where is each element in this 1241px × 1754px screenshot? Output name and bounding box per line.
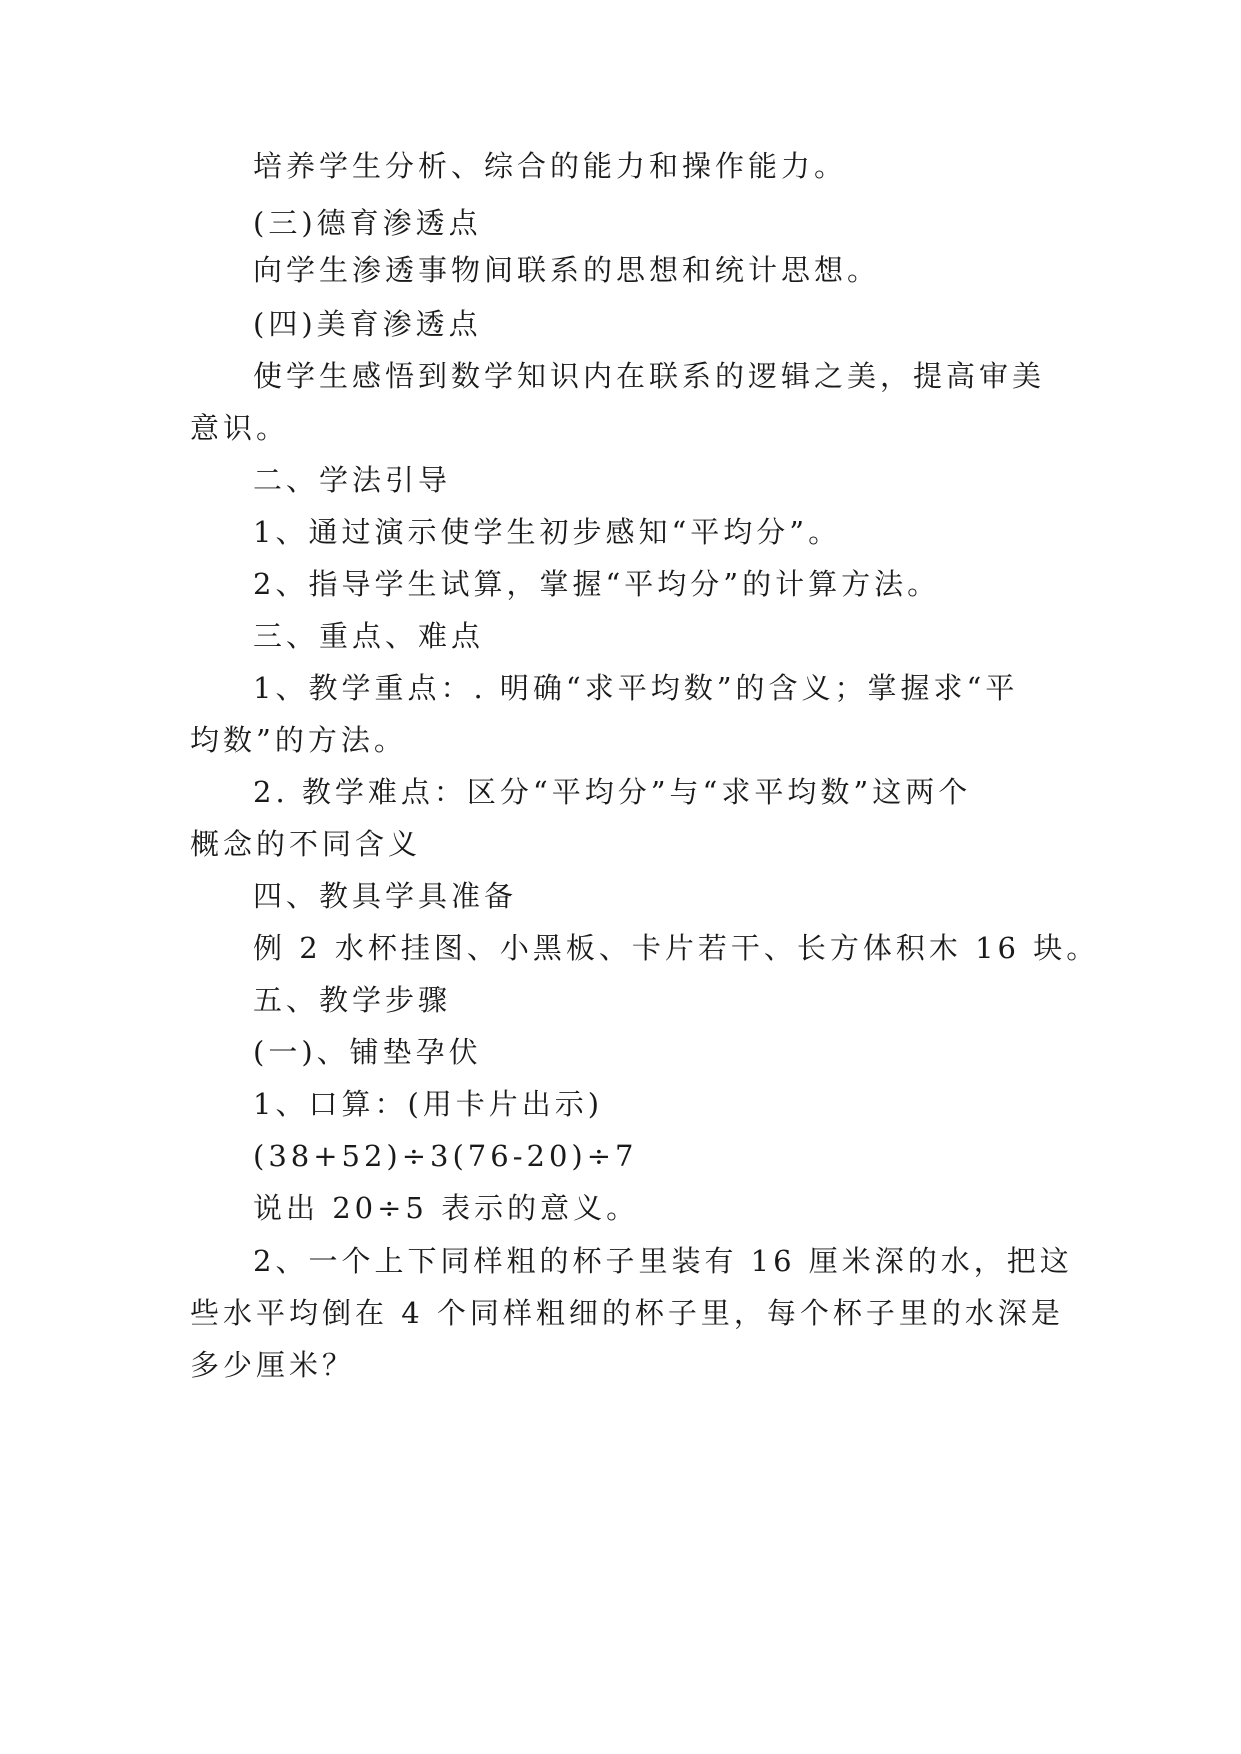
subheading-aesthetic-education: (四)美育渗透点 — [253, 307, 482, 341]
text-line: 向学生渗透事物间联系的思想和统计思想。 — [253, 253, 881, 287]
text-line-continued: 概念的不同含义 — [190, 827, 422, 861]
text-line: 例 2 水杯挂图、小黑板、卡片若干、长方体积木 16 块。 — [253, 931, 1100, 965]
heading-teaching-steps: 五、教学步骤 — [253, 983, 452, 1017]
text-line: 1、口算：(用卡片出示) — [253, 1087, 604, 1121]
subheading-preparation: (一)、铺垫孕伏 — [253, 1035, 482, 1069]
text-line-continued: 些水平均倒在 4 个同样粗细的杯子里，每个杯子里的水深是 — [190, 1296, 1064, 1330]
text-line: 使学生感悟到数学知识内在联系的逻辑之美，提高审美 — [253, 359, 1046, 393]
text-line: 1、通过演示使学生初步感知“平均分”。 — [253, 515, 842, 549]
heading-teaching-aids: 四、教具学具准备 — [253, 879, 518, 913]
text-line: 2. 教学难点：区分“平均分”与“求平均数”这两个 — [253, 775, 972, 809]
text-line: 2、指导学生试算，掌握“平均分”的计算方法。 — [253, 567, 941, 601]
text-line: 1、教学重点：. 明确“求平均数”的含义；掌握求“平 — [253, 671, 1019, 705]
heading-study-method: 二、学法引导 — [253, 463, 452, 497]
text-line-continued: 意识。 — [190, 411, 290, 445]
heading-key-points: 三、重点、难点 — [253, 619, 485, 653]
text-line-continued: 均数”的方法。 — [190, 723, 407, 757]
text-line-continued: 多少厘米？ — [190, 1348, 356, 1382]
text-line: 培养学生分析、综合的能力和操作能力。 — [253, 149, 848, 183]
math-expression: (38+52)÷3(76-20)÷7 — [253, 1139, 638, 1173]
text-line: 2、一个上下同样粗的杯子里装有 16 厘米深的水，把这 — [253, 1244, 1073, 1278]
text-line: 说出 20÷5 表示的意义。 — [253, 1191, 640, 1225]
subheading-moral-education: (三)德育渗透点 — [253, 206, 482, 240]
